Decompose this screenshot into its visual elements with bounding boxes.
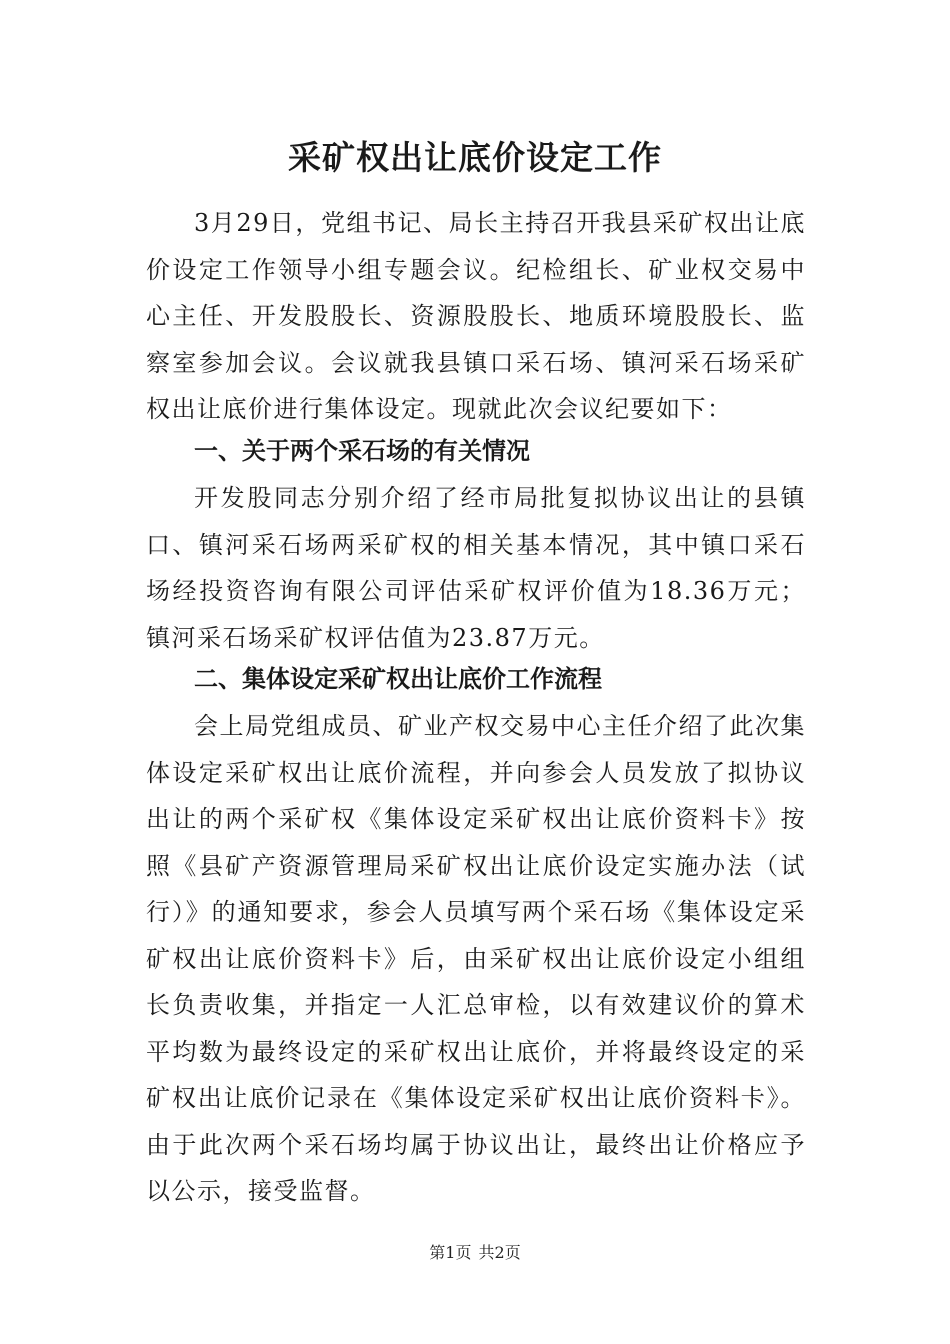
paragraph-workflow: 会上局党组成员、矿业产权交易中心主任介绍了此次集体设定采矿权出让底价流程，并向参会人员发放了拟协议出让的两个采矿权《集体设定采矿权出让底价资料卡》按照《县矿产资源管理局采矿权出让底价设定实施办法（试行）》的通知要求，参会人员填写两个采石场《集体设定采矿权出让底价资料卡》后，由采矿权出让底价设定小组组长负责收集，并指定一人汇总审检，以有效建议价的算术平均数为最终设定的采矿权出让底价，并将最终设定的采矿权出让底价记录在《集体设定采矿权出让底价资料卡》。由于此次两个采石场均属于协议出让，最终出让价格应予以公示，接受监督。	[146, 712, 806, 1205]
page-footer	[0, 1240, 950, 1263]
page-number: 第1页	[429, 1243, 472, 1262]
section-heading-2: 二、集体设定采矿权出让底价工作流程	[194, 665, 602, 693]
page-total: 共2页	[478, 1243, 521, 1262]
document-title: 采矿权出让底价设定工作	[288, 138, 662, 177]
paragraph-quarry-situation: 开发股同志分别介绍了经市局批复拟协议出让的县镇口、镇河采石场两采矿权的相关基本情况，其中镇口采石场经投资咨询有限公司评估采矿权评价值为18.36万元；镇河采石场采矿权评估值为23.87万元。	[146, 484, 806, 652]
section-heading-1: 一、关于两个采石场的有关情况	[194, 437, 530, 465]
paragraph-meeting-intro: 3月29日，党组书记、局长主持召开我县采矿权出让底价设定工作领导小组专题会议。纪检组长、矿业权交易中心主任、开发股股长、资源股股长、地质环境股股长、监察室参加会议。会议就我县镇口采石场、镇河采石场采矿权出让底价进行集体设定。现就此次会议纪要如下：	[146, 209, 806, 423]
